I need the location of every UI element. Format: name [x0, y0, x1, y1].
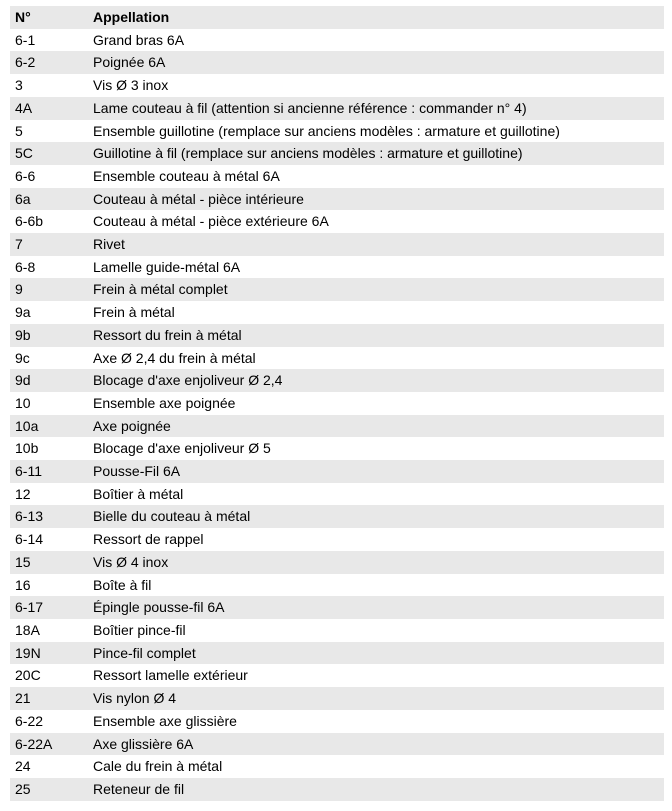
part-name: Couteau à métal - pièce intérieure	[88, 188, 664, 211]
table-row	[10, 210, 664, 233]
part-number: 3	[15, 77, 23, 94]
part-number: 6-6b	[15, 213, 44, 230]
table-row	[10, 165, 664, 188]
part-number: 10b	[15, 440, 39, 457]
table-row	[10, 301, 664, 324]
part-name: Vis Ø 3 inox	[93, 77, 169, 94]
table-row	[10, 664, 664, 687]
part-number: 5C	[10, 142, 88, 165]
part-name: Pince-fil complet	[88, 642, 664, 665]
table-row	[10, 687, 664, 710]
table-row	[10, 551, 664, 574]
part-number: 18A	[15, 621, 40, 638]
part-number: 15	[10, 551, 88, 574]
part-name: Couteau à métal - pièce extérieure 6A	[93, 213, 329, 230]
part-number: 9a	[15, 304, 31, 321]
table-row	[10, 392, 664, 415]
part-number: 7	[10, 233, 88, 256]
table-row	[10, 120, 664, 143]
part-name: Blocage d'axe enjoliveur Ø 2,4	[88, 369, 664, 392]
part-number: 16	[15, 576, 31, 593]
part-number: 6-13	[10, 505, 88, 528]
table-row	[10, 29, 664, 52]
part-number: 6-14	[15, 531, 44, 548]
table-row	[10, 710, 664, 733]
table-row	[10, 483, 664, 506]
part-name: Axe Ø 2,4 du frein à métal	[93, 349, 256, 366]
table-row	[10, 347, 664, 370]
part-name: Cale du frein à métal	[93, 758, 223, 775]
part-name: Pousse-Fil 6A	[88, 460, 664, 483]
parts-table-body	[10, 29, 664, 801]
table-row	[10, 733, 664, 756]
table-row	[10, 528, 664, 551]
part-name: Blocage d'axe enjoliveur Ø 5	[93, 440, 271, 457]
table-row	[10, 460, 664, 483]
part-name: Axe poignée	[88, 415, 664, 438]
part-name: Lame couteau à fil (attention si ancienne référence : commander n° 4)	[88, 97, 664, 120]
part-name: Boîtier pince-fil	[93, 621, 186, 638]
part-number: 9d	[10, 369, 88, 392]
part-name: Ensemble axe poignée	[93, 394, 236, 411]
table-row	[10, 324, 664, 347]
part-number: 12	[15, 485, 31, 502]
parts-table	[10, 6, 664, 801]
part-name: Rivet	[88, 233, 664, 256]
part-name: Vis nylon Ø 4	[88, 687, 664, 710]
part-name: Poignée 6A	[88, 51, 664, 74]
part-number: 6-11	[10, 460, 88, 483]
table-row	[10, 188, 664, 211]
table-row	[10, 142, 664, 165]
part-number: 4A	[10, 97, 88, 120]
part-name: Ressort de rappel	[93, 531, 204, 548]
table-row	[10, 233, 664, 256]
table-row	[10, 415, 664, 438]
part-number: 6-1	[15, 31, 36, 48]
part-name: Reteneur de fil	[88, 778, 664, 801]
part-name: Boîtier à métal	[93, 485, 184, 502]
part-number: 6-2	[10, 51, 88, 74]
table-row	[10, 437, 664, 460]
table-row	[10, 574, 664, 597]
part-name: Ensemble axe glissière	[93, 712, 237, 729]
table-row	[10, 505, 664, 528]
part-number: 9c	[15, 349, 30, 366]
table-row	[10, 74, 664, 97]
table-row	[10, 755, 664, 778]
table-row	[10, 278, 664, 301]
part-name: Frein à métal	[93, 304, 175, 321]
part-name: Ensemble couteau à métal 6A	[93, 167, 280, 184]
table-row	[10, 97, 664, 120]
part-number: 5	[15, 122, 23, 139]
part-name: Ensemble guillotine (remplace sur anciens modèles : armature et guillotine)	[93, 122, 560, 139]
part-number: 6-22	[15, 712, 44, 729]
part-number: 6-8	[15, 258, 36, 275]
part-name: Lamelle guide-métal 6A	[93, 258, 241, 275]
part-name: Bielle du couteau à métal	[88, 505, 664, 528]
table-row	[10, 778, 664, 801]
table-row	[10, 596, 664, 619]
part-number: 19N	[10, 642, 88, 665]
part-name: Grand bras 6A	[93, 31, 185, 48]
part-number: 10	[15, 394, 31, 411]
table-row	[10, 369, 664, 392]
table-row	[10, 51, 664, 74]
part-number: 21	[10, 687, 88, 710]
part-number: 6-22A	[10, 733, 88, 756]
column-header-name: Appellation	[88, 6, 664, 29]
part-number: 6-6	[15, 167, 36, 184]
table-row	[10, 619, 664, 642]
part-name: Ressort lamelle extérieur	[93, 667, 248, 684]
table-header-row	[10, 6, 664, 29]
part-number: 10a	[10, 415, 88, 438]
part-number: 9	[10, 278, 88, 301]
part-number: 6-17	[10, 596, 88, 619]
table-row	[10, 256, 664, 279]
part-name: Frein à métal complet	[88, 278, 664, 301]
part-number: 20C	[15, 667, 41, 684]
part-number: 25	[10, 778, 88, 801]
part-name: Axe glissière 6A	[88, 733, 664, 756]
part-name: Boîte à fil	[93, 576, 152, 593]
part-number: 9b	[10, 324, 88, 347]
part-name: Ressort du frein à métal	[88, 324, 664, 347]
table-row	[10, 642, 664, 665]
part-number: 24	[15, 758, 31, 775]
part-name: Vis Ø 4 inox	[88, 551, 664, 574]
column-header-number: N°	[10, 6, 88, 29]
part-number: 6a	[10, 188, 88, 211]
part-name: Épingle pousse-fil 6A	[88, 596, 664, 619]
part-name: Guillotine à fil (remplace sur anciens modèles : armature et guillotine)	[88, 142, 664, 165]
